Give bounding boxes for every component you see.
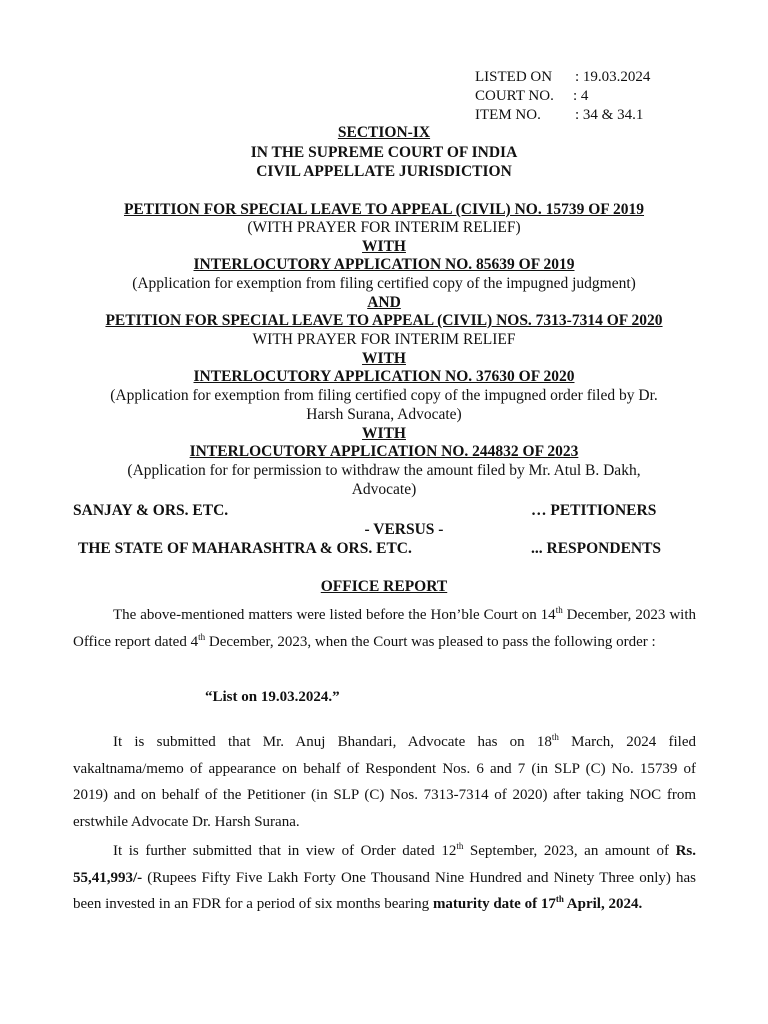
versus-label: - VERSUS - — [364, 521, 444, 538]
report-paragraph-3 — [73, 838, 696, 918]
item-no-row — [475, 106, 650, 125]
listed-on-label: LISTED ON — [475, 69, 553, 85]
p2-text-a: It is submitted that Mr. Anuj Bhandari, Advocate has on 18 — [113, 734, 552, 750]
maturity-text-b: April, 2024. — [563, 896, 643, 912]
jurisdiction-heading: CIVIL APPELLATE JURISDICTION — [256, 163, 512, 180]
p3-sup: th — [456, 841, 464, 851]
petition1-subtitle: (WITH PRAYER FOR INTERIM RELIEF) — [247, 219, 521, 236]
maturity-date — [433, 896, 642, 912]
listed-on-row — [475, 68, 650, 87]
office-report-line — [0, 578, 768, 596]
section-heading-line — [0, 124, 768, 142]
ia3-description-line1: (Application for for permission to withdraw the amount filed by Mr. Atul B. Dakh, — [127, 462, 641, 479]
petition2-title: PETITION FOR SPECIAL LEAVE TO APPEAL (CIVIL) NOS. 7313-7314 OF 2020 — [105, 312, 663, 329]
p1-sup-1: th — [555, 605, 563, 615]
p3-text-b: September, 2023, an amount of — [463, 843, 676, 859]
respondent-name: THE STATE OF MAHARASHTRA & ORS. ETC. — [78, 540, 412, 557]
petitioner-name: SANJAY & ORS. ETC. — [73, 502, 229, 519]
section-heading: SECTION-IX — [337, 124, 431, 141]
office-report-title: OFFICE REPORT — [320, 578, 448, 595]
ia2-line — [0, 368, 768, 386]
ia2-title: INTERLOCUTORY APPLICATION NO. 37630 OF 2020 — [193, 368, 575, 385]
ia3-line — [0, 443, 768, 461]
with2-connector: WITH — [362, 350, 406, 367]
court-no-value: : 4 — [573, 88, 589, 104]
ia1-title: INTERLOCUTORY APPLICATION NO. 85639 OF 2019 — [193, 256, 575, 273]
item-no-label: ITEM NO. — [475, 107, 541, 123]
ia3-title: INTERLOCUTORY APPLICATION NO. 244832 OF 2023 — [189, 443, 579, 460]
petitioner-role: … PETITIONERS — [531, 502, 657, 519]
court-order-quote: “List on 19.03.2024.” — [205, 689, 340, 705]
with1-line — [0, 238, 768, 256]
petition2-subtitle: WITH PRAYER FOR INTERIM RELIEF — [252, 331, 516, 348]
ia2-description-line1: (Application for exemption from filing certified copy of the impugned order filed by Dr. — [110, 387, 658, 404]
listing-details — [475, 68, 650, 125]
p1-text-b: December, 2023 with Office report dated 4 — [73, 607, 696, 650]
p2-text-b: March, 2024 filed vakaltnama/memo of appearance on behalf of Respondent Nos. 6 and 7 (in SLP (C) No. 15739 of 2019) and on behalf of the Petitioner (in SLP (C) Nos. 7313-7314 of 2020) after taking NOC from erstwhile Advocate Dr. Harsh Surana. — [73, 734, 696, 830]
petition1-line — [0, 201, 768, 219]
p1-text-a: The above-mentioned matters were listed before the Hon’ble Court on 14 — [113, 607, 556, 623]
petition1-title: PETITION FOR SPECIAL LEAVE TO APPEAL (CIVIL) NO. 15739 OF 2019 — [123, 201, 645, 218]
petition2-line — [0, 312, 768, 330]
maturity-sup: th — [555, 894, 564, 904]
and-line — [0, 294, 768, 312]
listed-on-value: : 19.03.2024 — [575, 69, 651, 85]
p2-sup: th — [551, 732, 559, 742]
court-no-row — [475, 87, 650, 106]
court-no-label: COURT NO. — [475, 88, 554, 104]
report-paragraph-2 — [73, 729, 696, 835]
with2-line — [0, 350, 768, 368]
and-connector: AND — [367, 294, 401, 311]
ia3-description-line2: Advocate) — [351, 481, 417, 498]
with3-line — [0, 425, 768, 443]
p1-sup-2: th — [198, 631, 206, 642]
p1-text-c: December, 2023, when the Court was pleased to pass the following order : — [205, 633, 656, 650]
with3-connector: WITH — [362, 425, 406, 442]
respondent-role: ... RESPONDENTS — [531, 540, 662, 557]
p3-text-a: It is further submitted that in view of Order dated 12 — [113, 843, 457, 859]
ia2-description-line2: Harsh Surana, Advocate) — [306, 406, 462, 423]
court-heading: IN THE SUPREME COURT OF INDIA — [250, 144, 518, 161]
ia1-description: (Application for exemption from filing certified copy of the impugned judgment) — [132, 275, 636, 292]
maturity-text-a: maturity date of 17 — [432, 896, 556, 912]
fdr-amount: Rs. 55,41,993/- — [73, 843, 696, 886]
ia1-line — [0, 256, 768, 274]
report-paragraph-1 — [73, 602, 696, 655]
p3-text-c: (Rupees Fifty Five Lakh Forty One Thousand Nine Hundred and Ninety Three only) has been invested in an FDR for a period of six months bearing — [73, 869, 696, 912]
item-no-value: : 34 & 34.1 — [575, 107, 644, 123]
with1-connector: WITH — [362, 238, 406, 255]
